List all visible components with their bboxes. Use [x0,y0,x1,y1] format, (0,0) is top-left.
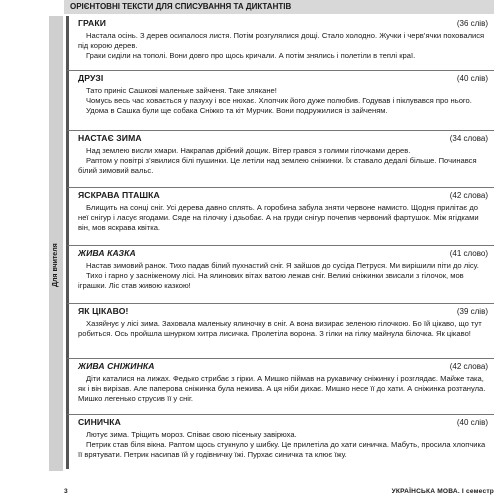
paragraph: Над землею висли хмари. Накрапав дрібний дощик. Вітер грався з голими гілочками дерев. [86,146,411,155]
text-card-graky [66,16,494,71]
text-card-nastaie-zyma [66,131,494,188]
paragraph: Діти каталися на лижах. Федько стрибає з гірки. А Мишко піймав на рукавичку сніжинку і розглядає. Майже така, як і він вирізав. Але паперова сніжинка була нежива. А ця ніби дихає. Мишко несе її до хати. А сніжинка розтанула. Мишко легенько струсив її у сніг. [78,374,486,403]
page-number: 3 [64,488,68,495]
word-count: (41 слово) [449,249,488,258]
text-card-zhyva-snizhynka [66,359,494,415]
word-count: (42 слова) [449,191,488,200]
paragraph: Раптом у повітрі з’явилися білі пушинки. Це летіли над землею сніжинки. Їх ставало дедалі більше. Починався білий зимовий вальс. [78,156,477,175]
card-title: СИНИЧКА [78,417,121,427]
paragraph: Лютує зима. Тріщить мороз. Співає свою пісеньку завірюха. [86,430,297,439]
word-count: (40 слів) [456,418,488,427]
word-count: (40 слів) [456,74,488,83]
sidebar-label: Для вчителя [52,243,59,287]
card-title: ЖИВА КАЗКА [78,248,136,258]
paragraph: Тихо і гарно у засніженому лісі. На ялинових вітах ватою лежав сніг. Великі сніжинки звисали з гілочок, мов іграшки. Ліс став живою казкою! [78,271,464,290]
footer-title: УКРАЇНСЬКА МОВА. І семестр [391,488,494,495]
paragraph: Граки сиділи на тополі. Вони довго про щось кричали. А потім знялись і полетіли в теплі краї. [86,51,416,60]
paragraph: Настала осінь. З дерев осипалося листя. Потім розгулялися дощі. Стало холодно. Жучки і черв’ячки поховалися під корою дерев. [78,31,485,50]
paragraph: Чомусь весь час ховається у пазуху і все нюхає. Хлопчик його дуже полюбив. Годував і піклувався про нього. [86,96,472,105]
paragraph: Петрик став біля вікна. Раптом щось стукнуло у шибку. Це прилетіла до хати синичка. Мабуть, просила хлопчика її врятувати. Петрик насипав їй у годівничку їжі. Пурхає синичка та клює їжу. [78,440,486,459]
paragraph: Блищить на сонці сніг. Усі дерева давно сплять. А горобина забула зняти червоне намисто. Щодня прилітає до неї снігур і ласує ягодами. Сяде на гілочку і дзьобає. А на груди снігур почепив червоний фартушок. Між ягідками він, мов яскрава квітка. [78,203,479,232]
page-header: ОРІЄНТОВНІ ТЕКСТИ ДЛЯ СПИСУВАННЯ ТА ДИКТАНТІВ [64,0,494,14]
card-title: ДРУЗІ [78,73,104,83]
paragraph: Настав зимовий ранок. Тихо падав білий пухнастий сніг. Я зайшов до сусіда Петруся. Ми вирішили піти до лісу. [86,261,479,270]
word-count: (39 слів) [456,307,488,316]
text-card-synychka [66,415,494,469]
texts-list [66,16,494,469]
page-footer [64,488,494,495]
card-title: ЯСКРАВА ПТАШКА [78,190,160,200]
paragraph: Хазяйнує у лісі зима. Заховала маленьку ялиночку в сніг. А вона визирає зеленою гілочкою. Бо їй цікаво, що тут робиться. Ось пройшла шнурком хитра лисичка. Пролетіла ворона. З гілки на гілку майнула білочка. Як цікаво! [78,319,482,338]
text-card-zhyva-kazka [66,246,494,304]
paragraph: Удома в Сашка були ще собака Сніжко та кіт Мурчик. Вони подружилися із зайченям. [86,106,388,115]
card-title: ГРАКИ [78,18,106,28]
word-count: (34 слова) [449,134,488,143]
text-card-druzi [66,71,494,131]
text-card-yaskrava-ptashka [66,188,494,246]
word-count: (36 слів) [456,19,488,28]
paragraph: Тато приніс Сашкові маленьке зайченя. Таке злякане! [86,86,277,95]
card-title: ЖИВА СНІЖИНКА [78,361,155,371]
card-title: ЯК ЦІКАВО! [78,306,129,316]
word-count: (42 слова) [449,362,488,371]
text-card-yak-tsikavo [66,304,494,359]
card-title: НАСТАЄ ЗИМА [78,133,142,143]
